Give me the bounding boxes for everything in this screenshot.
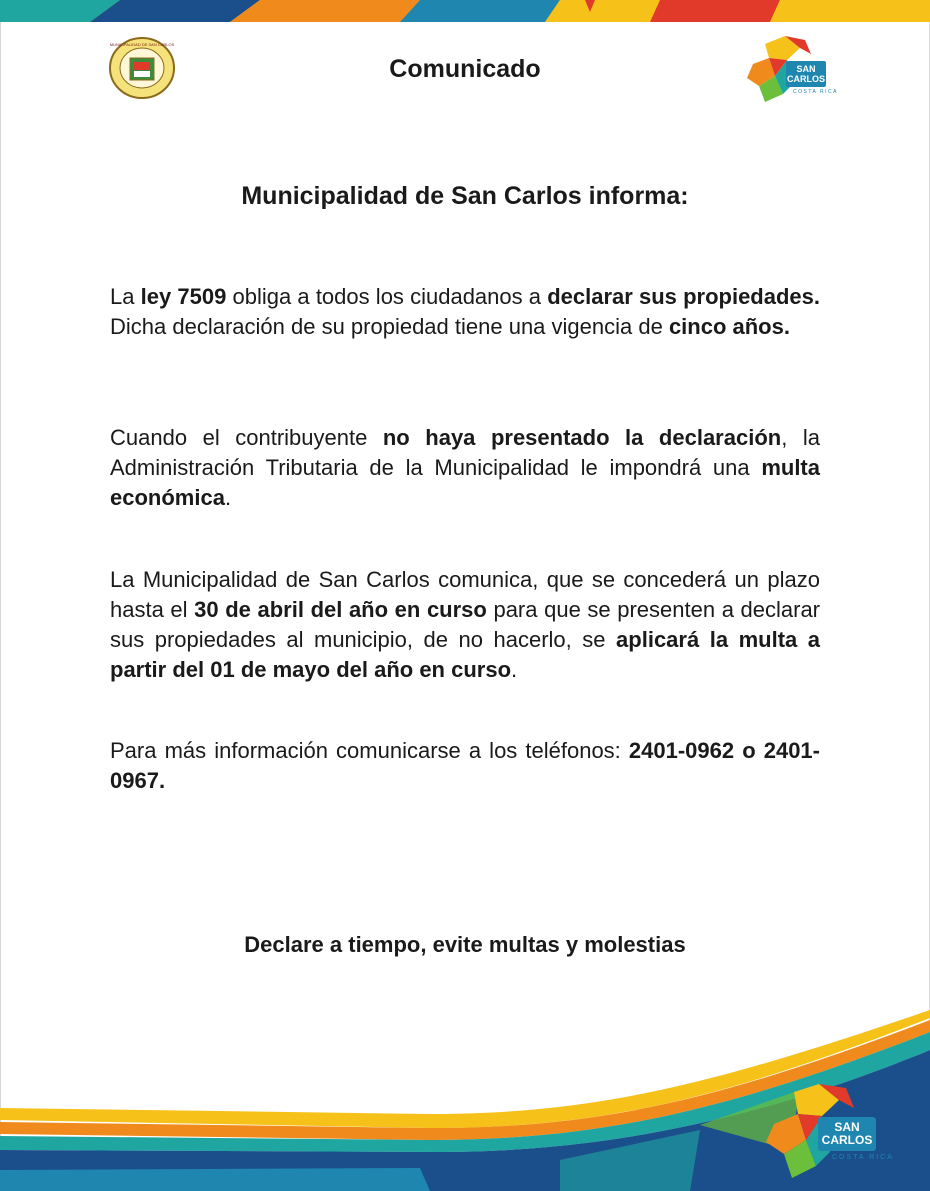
brand-line1: SAN	[834, 1120, 860, 1134]
text: Cuando el contribuyente	[110, 425, 383, 450]
brand-label-bottom	[818, 1117, 876, 1151]
text: Dicha declaración de su propiedad tiene una vigencia de	[110, 314, 669, 339]
text-bold: ley 7509	[140, 284, 227, 309]
text-bold: cinco años.	[668, 314, 790, 339]
text-bold: aplicará la multa a partir del 01 de mayo del año en curso	[110, 627, 821, 682]
text: .	[224, 485, 232, 510]
brand-line2: CARLOS	[821, 1133, 873, 1147]
paragraph-deadline	[110, 565, 820, 685]
paragraph-contact	[110, 736, 820, 796]
paragraph-fine	[110, 423, 820, 513]
paragraph-law	[110, 282, 820, 342]
closing-slogan: Declare a tiempo, evite multas y molestias	[244, 932, 686, 957]
text: La	[110, 284, 141, 309]
text: Para más información comunicarse a los teléfonos:	[110, 738, 629, 763]
brand-label-top	[786, 61, 826, 87]
page-title: Comunicado	[389, 55, 541, 83]
text: , la Administración Tributaria de la Municipalidad le impondrá una	[110, 425, 820, 480]
brand-sub-bottom: COSTA RICA	[832, 1154, 894, 1161]
text-bold: 30 de abril del año en curso	[194, 597, 487, 622]
top-decorative-band	[0, 0, 930, 22]
brand-line1: SAN	[796, 64, 816, 74]
brand-line2: CARLOS	[787, 74, 825, 84]
main-heading: Municipalidad de San Carlos informa:	[241, 182, 689, 210]
text: obliga a todos los ciudadanos a	[226, 284, 548, 309]
text: para que se presenten a declarar sus propiedades al municipio, de no hacerlo, se	[110, 597, 821, 652]
text-bold: declarar sus propiedades.	[547, 284, 821, 309]
text: La Municipalidad de San Carlos comunica, que se concederá un plazo hasta el	[110, 567, 820, 622]
brand-sub-top: COSTA RICA	[793, 89, 838, 95]
text-bold: multa económica	[110, 455, 820, 510]
text-bold: no haya presentado la declaración	[382, 425, 782, 450]
phone-numbers: 2401-0962 o 2401-0967.	[110, 738, 820, 793]
seal-lettering: MUNICIPALIDAD DE SAN CARLOS	[109, 42, 175, 47]
text: .	[511, 657, 518, 682]
